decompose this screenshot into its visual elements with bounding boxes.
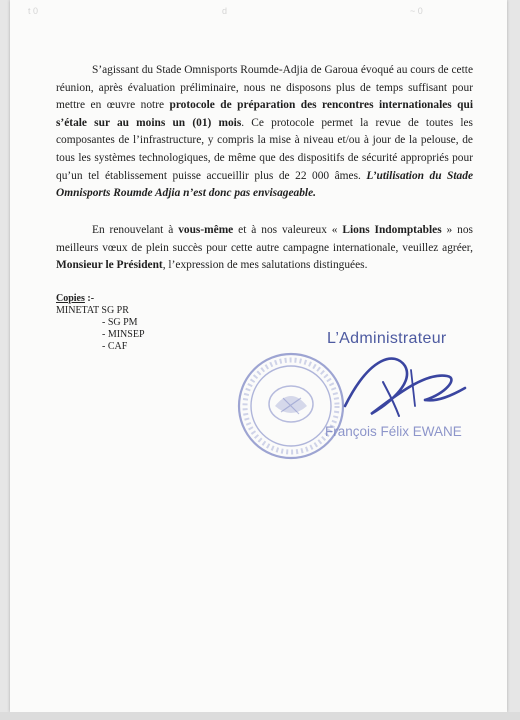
- signatory-title: L’Administrateur: [327, 330, 447, 347]
- paragraph-text: . Ce protocole permet la revue de toutes les composantes de l’infrastructure, y compris la mise à niveau et/ou à jour de la pelouse, de tous les systèmes technologiques, de même que des dispositifs de sécurité appropriés pour qu’un tel établissement puisse accueillir plus de 22 000 âmes.: [56, 116, 473, 182]
- copies-item: - MINSEP: [102, 329, 145, 340]
- faint-header-mark: ~ 0: [410, 6, 423, 16]
- page-bottom-edge: [0, 712, 520, 720]
- copies-item: - CAF: [102, 341, 128, 352]
- copies-title: Copies: [56, 293, 85, 304]
- handwritten-signature-icon: [275, 336, 475, 436]
- copies-block: [56, 293, 145, 353]
- emphasis: vous-même: [178, 224, 234, 236]
- protocol-emphasis: protocole de préparation des rencontres internationales qui s’étale sur au moins un (01) mois: [56, 99, 474, 129]
- paragraph-text: S’agissant du Stade Omnisports Roumde-Adjia de Garoua évoqué au cours de cette réunion, après évaluation préliminaire, nous ne disposons plus de temps suffisant pour mettre en œuvre notre: [56, 64, 473, 112]
- copies-item: MINETAT SG PR: [56, 305, 129, 316]
- paragraph-text: et à nos valeureux «: [233, 224, 343, 236]
- signatory-name: François Félix EWANE: [325, 424, 462, 439]
- paragraph-text: , l’expression de mes salutations distinguées.: [162, 259, 368, 272]
- faint-header-mark: t 0: [28, 6, 39, 16]
- conclusion-emphasis: L’utilisation du Stade Omnisports Roumde Adjia n’est donc pas envisageable.: [56, 169, 473, 200]
- copies-item: - SG PM: [102, 317, 138, 328]
- team-name: Lions Indomptables: [342, 224, 442, 236]
- faint-header-mark: d: [222, 6, 228, 16]
- paragraph-closing: [56, 222, 473, 275]
- signature-block: [235, 320, 475, 470]
- paragraph-stadium: [56, 62, 473, 203]
- document-page: [10, 0, 507, 712]
- addressee: Monsieur le Président: [56, 259, 163, 272]
- paragraph-text: En renouvelant à: [92, 224, 179, 236]
- copies-list: [56, 305, 145, 353]
- paragraph-text: » nos meilleurs vœux de plein succès pour cette autre campagne internationale, veuillez agréer,: [56, 224, 473, 254]
- copies-separator: :-: [84, 293, 95, 304]
